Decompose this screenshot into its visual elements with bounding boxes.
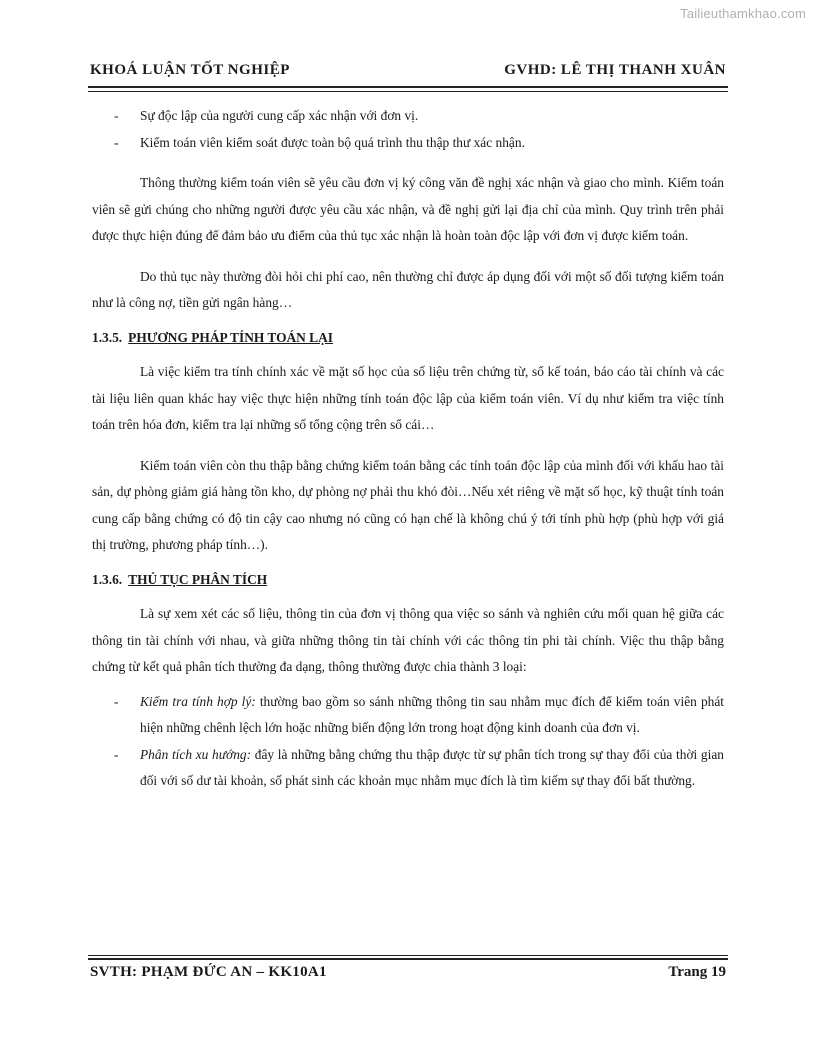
paragraph: Do thủ tục này thường đòi hỏi chi phí cao, nên thường chỉ được áp dụng đối với một số đối tượng kiểm toán như là công nợ, tiền gửi ngân hàng…	[92, 268, 724, 310]
paragraph: Thông thường kiểm toán viên sẽ yêu cầu đơn vị ký công văn đề nghị xác nhận và giao cho mình. Kiểm toán viên sẽ gửi chúng cho những người được yêu cầu xác nhận, và đề nghị gửi lại địa chỉ của mình. Quy trình trên phải được thực hiện đúng để đảm bảo ưu điểm của thủ tục xác nhận là hoàn toàn độc lập với đơn vị được kiểm toán.	[92, 175, 724, 243]
header-thesis-title: KHOÁ LUẬN TỐT NGHIỆP	[90, 62, 290, 78]
list-item: - Phân tích xu hướng: đây là những bằng chứng thu thập được từ sự phân tích trong sự thay đổi của thời gian đối với số dư tài khoản, số phát sinh các khoản mục nhằm mục đích là tìm kiếm sự thay đổi bất thường.	[114, 746, 724, 788]
header-rule-top	[88, 86, 728, 88]
paragraph: Kiểm toán viên còn thu thập bằng chứng kiểm toán bằng các tính toán độc lập của mình đối với khấu hao tài sản, dự phòng giảm giá hàng tồn kho, dự phòng nợ phải thu khó đòi…Nếu xét riêng về mặt số học, kỹ thuật tính toán cung cấp bằng chứng có độ tin cậy cao nhưng nó cũng có hạn chế là không chú ý tới tính phù hợp (phù hợp với giá thị trường, phương pháp tính…).	[92, 457, 724, 552]
page-body	[92, 103, 724, 795]
paragraph: Là sự xem xét các số liệu, thông tin của đơn vị thông qua việc so sánh và nghiên cứu mối quan hệ giữa các thông tin tài chính với nhau, và giữa những thông tin tài chính với các thông tin phi tài chính. Việc thu thập bằng chứng từ kết quả phân tích thường đa dạng, thông thường được chia thành 3 loại:	[92, 606, 724, 674]
paragraph: Là việc kiểm tra tính chính xác về mặt số học của số liệu trên chứng từ, sổ kế toán, báo cáo tài chính và các tài liệu liên quan khác hay việc thực hiện những tính toán độc lập của kiểm toán viên. Ví dụ như kiểm tra việc tính toán trên hóa đơn, kiểm tra lại những số tổng cộng trên sổ cái…	[92, 364, 724, 432]
section-heading-1-3-5: 1.3.5. PHƯƠNG PHÁP TÍNH TOÁN LẠI	[92, 329, 333, 345]
header-rule-bottom	[88, 91, 728, 92]
list-item: - Kiểm toán viên kiểm soát được toàn bộ quá trình thu thập thư xác nhận.	[114, 134, 525, 150]
page-number: Trang 19	[668, 964, 726, 980]
page-footer	[90, 962, 726, 986]
page-header	[90, 60, 726, 86]
footer-student: SVTH: PHẠM ĐỨC AN – KK10A1	[90, 964, 327, 980]
list-item: - Sự độc lập của người cung cấp xác nhận với đơn vị.	[114, 108, 419, 123]
footer-rule-top	[88, 955, 728, 956]
header-advisor: GVHD: LÊ THỊ THANH XUÂN	[504, 62, 726, 78]
section-heading-1-3-6: 1.3.6. THỦ TỤC PHÂN TÍCH	[92, 571, 268, 587]
footer-rule-bottom	[88, 958, 728, 960]
list-item: - Kiểm tra tính hợp lý: thường bao gồm so sánh những thông tin sau nhằm mục đích để kiểm toán viên phát hiện những chênh lệch lớn hoặc những biến động lớn trong hoạt động kinh doanh của đơn vị.	[114, 693, 724, 735]
watermark: Tailieuthamkhao.com	[680, 6, 806, 21]
